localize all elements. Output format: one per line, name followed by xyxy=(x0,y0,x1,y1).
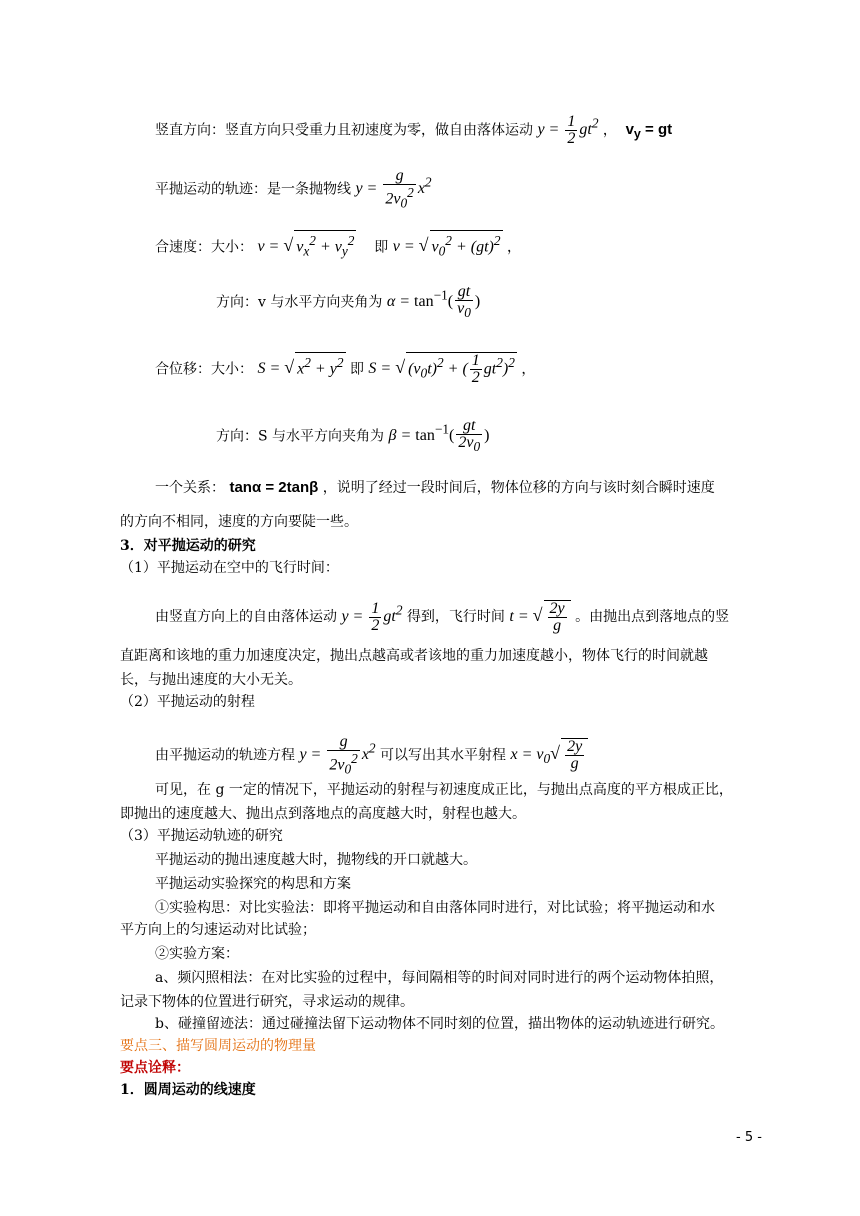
displacement-size-formula-2: S = √ $(v_0t)^2$ + ( $\frac{1}{2}$ $gt^2)^2$ xyxy=(368,352,515,387)
sub2-paragraph-line3: 即抛出的速度越大、抛出点到落地点的高度越大时，射程也越大。 xyxy=(120,806,526,822)
vertical-formula-v: $v_y$ = gt xyxy=(625,121,673,142)
relation-text-2: ，说明了经过一段时间后，物体位移的方向与该时刻合瞬时速度 xyxy=(322,480,715,496)
vertical-direction-line: 竖直方向：竖直方向只受重力且初速度为零，做自由落体运动 y = $\frac{1}{2}$ $gt^2$ ， $v_y$ = gt xyxy=(155,113,673,148)
displacement-direction-text: 方向：S 与水平方向夹角为 xyxy=(216,428,385,445)
sub3-paragraph-2: 平抛运动实验探究的构思和方案 xyxy=(155,876,351,892)
relation-line xyxy=(155,478,715,498)
key-point-3-heading: 要点三、描写圆周运动的物理量 xyxy=(120,1038,316,1054)
sub3-paragraph-3: ①实验构思：对比实验法：即将平抛运动和自由落体同时进行，对比试验；将平抛运动和水 xyxy=(155,900,715,916)
velocity-size-text: 合速度：大小： xyxy=(155,239,253,256)
key-point-explanation: 要点诠释： xyxy=(120,1060,190,1076)
relation-text-1: 一个关系： xyxy=(155,480,225,496)
sub1-formula-t: t = √ $\frac{2y}{g}$ xyxy=(509,608,570,625)
vertical-formula-y: y = $\frac{1}{2}$ $gt^2$ xyxy=(537,113,599,148)
sub3-paragraph-8: b、碰撞留迹法：通过碰撞法留下运动物体不同时刻的位置，描出物体的运动轨迹进行研究。 xyxy=(155,1016,724,1032)
displacement-size-mid: 即 xyxy=(349,361,364,378)
displacement-direction-line xyxy=(216,418,489,455)
page-number: - 5 - xyxy=(736,1130,762,1145)
sub3-heading: （3）平抛运动轨迹的研究 xyxy=(120,828,283,844)
displacement-size-line: 合位移：大小： S = √ $x^2 + y^2$ 即 S = √ $(v_0t)^2$ + ( $\frac{1}{2}$ $gt^2)^2$ ， xyxy=(155,352,536,387)
sub3-paragraph-6: a、频闪照相法：在对比实验的过程中，每间隔相等的时间对同时进行的两个运动物体拍照， xyxy=(155,970,724,986)
velocity-size-line: 合速度：大小： v = √ $v_x^2 + v_y^2$ 即 v = √ $v_0^2 + (gt)^2$ ， xyxy=(155,230,521,262)
sub2-formula-y: y = $\frac{g}{2v_0^2}$ $x^2$ xyxy=(299,733,376,777)
displacement-size-formula: S = √ $x^2 + y^2$ xyxy=(257,360,345,377)
velocity-size-formula: v = √ $v_x^2 + v_y^2$ xyxy=(257,238,356,255)
sub1-paragraph-line3: 长，与抛出速度的大小无关。 xyxy=(120,672,302,688)
sub3-paragraph-7: 记录下物体的位置进行研究，寻求运动的规律。 xyxy=(120,994,414,1010)
sub3-paragraph-5: ②实验方案： xyxy=(155,946,239,962)
trajectory-text: 平抛运动的轨迹：是一条抛物线 xyxy=(155,181,351,198)
trajectory-formula: y = $\frac{g}{2v_0^2}$ $x^2$ xyxy=(355,167,432,211)
velocity-direction-line xyxy=(216,284,480,321)
displacement-direction-formula: $\beta = \tan^{-1}$( $\frac{gt}{2v_0}$ ) xyxy=(388,417,490,455)
sub2-paragraph-line2: 可见，在 g 一定的情况下，平抛运动的射程与初速度成正比，与抛出点高度的平方根成正比， xyxy=(155,782,733,798)
displacement-size-text: 合位移：大小： xyxy=(155,361,253,378)
sub1-paragraph-line2: 直距离和该地的重力加速度决定，抛出点越高或者该地的重力加速度越小，物体飞行的时间就越 xyxy=(120,648,708,664)
velocity-direction-formula: $\alpha = \tan^{-1}$( $\frac{gt}{v_0}$ ) xyxy=(386,283,481,321)
sub3-paragraph-4: 平方向上的匀速运动对比试验； xyxy=(120,922,316,938)
section-1-heading: 1．圆周运动的线速度 xyxy=(120,1082,256,1098)
vertical-direction-text: 竖直方向：竖直方向只受重力且初速度为零，做自由落体运动 xyxy=(155,122,533,139)
velocity-size-formula-2: v = √ $v_0^2 + (gt)^2$ xyxy=(393,238,503,255)
sub1-formula-y: y = $\frac{1}{2}$ $gt^2$ xyxy=(341,600,403,634)
sub1-paragraph-line1: 由竖直方向上的自由落体运动 y = $\frac{1}{2}$ $gt^2$ 得到，飞行时间 t = √ $\frac{2y}{g}$ 。由抛出点到落地点的竖 xyxy=(155,600,730,634)
velocity-direction-text: 方向：v 与水平方向夹角为 xyxy=(216,294,383,311)
velocity-size-mid: 即 xyxy=(374,239,389,256)
relation-text-3: 的方向不相同，速度的方向要陡一些。 xyxy=(120,514,358,530)
sub3-paragraph-1: 平抛运动的抛出速度越大时，抛物线的开口就越大。 xyxy=(155,852,477,868)
trajectory-line xyxy=(155,168,432,212)
sub2-paragraph-line1: 由平抛运动的轨迹方程 y = $\frac{g}{2v_0^2}$ $x^2$ 可以写出其水平射程 $x = v_0√$ $\frac{2y}{g}$ xyxy=(155,734,588,778)
sub1-heading: （1）平抛运动在空中的飞行时间： xyxy=(120,560,339,576)
sub2-formula-x: $x = v_0√$ $\frac{2y}{g}$ xyxy=(511,746,589,763)
relation-formula: tanα = 2tanβ xyxy=(229,479,319,496)
section-3-heading: 3．对平抛运动的研究 xyxy=(120,538,256,554)
sub2-heading: （2）平抛运动的射程 xyxy=(120,694,255,710)
